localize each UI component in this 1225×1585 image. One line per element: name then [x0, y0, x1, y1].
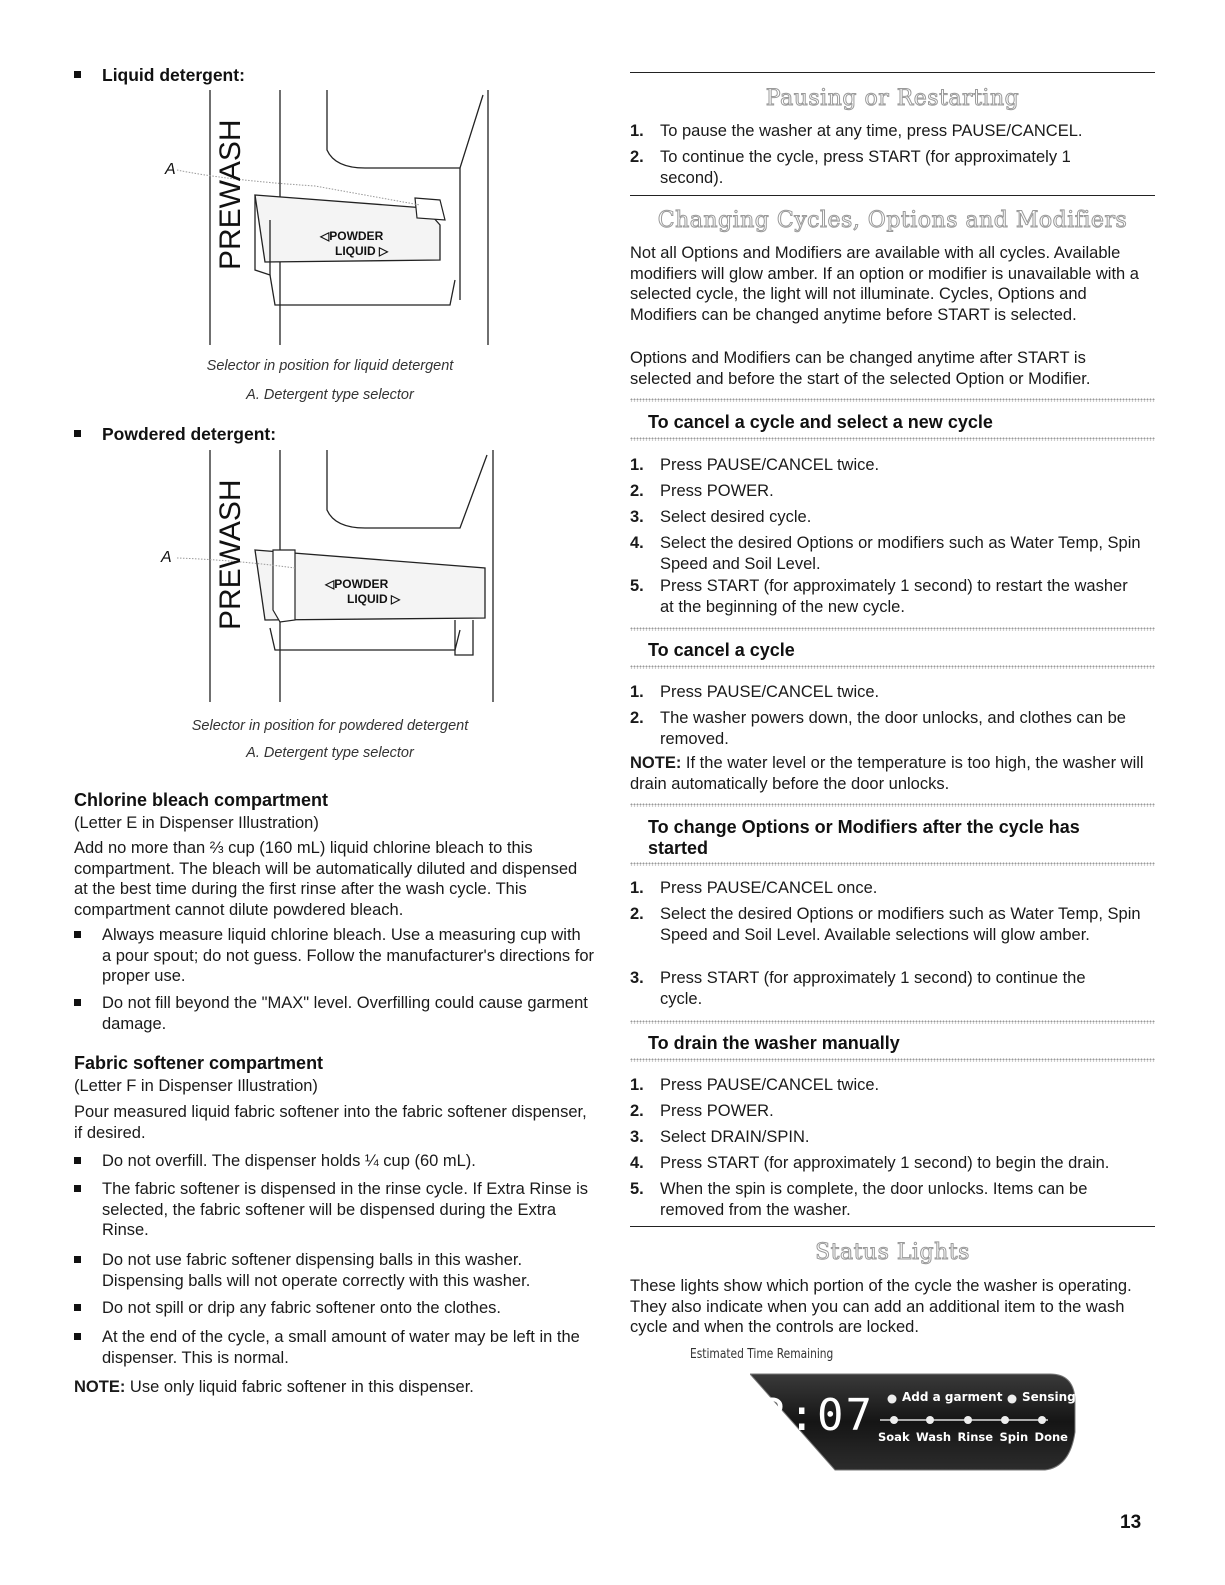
stage-done: Done — [1034, 1430, 1068, 1444]
softener-bullet: Do not spill or drip any fabric softener onto the clothes. — [74, 1298, 594, 1319]
stage-dot — [1038, 1416, 1046, 1424]
dotted-rule — [630, 1058, 1155, 1062]
note-text: If the water level or the temperature is too high, the washer will drain automatically before the door unlocks. — [630, 754, 1144, 793]
bullet-icon — [74, 71, 81, 78]
estimated-time-label: Estimated Time Remaining — [690, 1347, 834, 1362]
stage-labels — [878, 1430, 1068, 1444]
bullet-icon — [74, 1256, 81, 1263]
selector-liquid-label: LIQUID ▷ — [335, 244, 389, 258]
powdered-detergent-heading: Powdered detergent: — [74, 424, 594, 445]
figure-liquid-detergent — [155, 90, 495, 352]
time-readout: 2:07 — [760, 1390, 874, 1441]
change-options-title: To change Options or Modifiers after the cycle has started — [648, 817, 1080, 858]
status-display — [750, 1372, 1080, 1472]
dotted-rule — [630, 803, 1155, 807]
softener-bullet: The fabric softener is dispensed in the rinse cycle. If Extra Rinse is selected, the fabric softener will be dispensed during the Extra Rinse. — [74, 1179, 594, 1241]
bleach-title: Chlorine bleach compartment — [74, 790, 329, 810]
bullet-icon — [74, 931, 81, 938]
drain-title: To drain the washer manually — [648, 1033, 900, 1053]
dispenser-illustration-powdered — [155, 450, 500, 710]
prewash-label: PREWASH — [214, 119, 247, 270]
selector-liquid-label: LIQUID ▷ — [347, 592, 401, 606]
stage-rinse: Rinse — [957, 1430, 994, 1444]
note-label: NOTE: — [630, 754, 682, 772]
softener-bullet: Do not use fabric softener dispensing balls in this washer. Dispensing balls will not operate correctly with this washer. — [74, 1250, 594, 1291]
cancel-step: 1. Press PAUSE/CANCEL twice. — [630, 683, 880, 701]
cancel-new-step: 5. Press START (for approximately 1 second) to restart the washer at the beginning of the new cycle. — [630, 577, 1128, 616]
figure1-caption-a: A. Detergent type selector — [246, 387, 414, 403]
changing-para2: Options and Modifiers can be changed anytime after START is selected and before the start of the selected Option or Modifier. — [630, 349, 1091, 388]
figure-powdered-detergent — [155, 450, 500, 710]
bullet-icon — [74, 999, 81, 1006]
bleach-letter: (Letter E in Dispenser Illustration) — [74, 814, 319, 832]
selector-powder-label: ◁POWDER — [320, 229, 384, 243]
dotted-rule — [630, 627, 1155, 631]
bleach-bullet: Always measure liquid chlorine bleach. Use a measuring cup with a pour spout; do not guess. Follow the manufacturer's directions for proper use. — [74, 925, 594, 987]
stage-dot — [1001, 1416, 1009, 1424]
softener-bullet: Do not overfill. The dispenser holds ¼ cup (60 mL). — [74, 1151, 594, 1172]
stage-soak: Soak — [878, 1430, 910, 1444]
change-options-step: 1. Press PAUSE/CANCEL once. — [630, 879, 878, 897]
pausing-step: 2. To continue the cycle, press START (for approximately 1 second). — [630, 148, 1071, 187]
section-rule — [630, 1226, 1155, 1227]
dotted-rule — [630, 1020, 1155, 1024]
cancel-new-step: 3. Select desired cycle. — [630, 508, 812, 526]
figure1-caption: Selector in position for liquid detergent — [206, 358, 454, 374]
status-title: Status Lights — [815, 1240, 970, 1265]
dotted-rule — [630, 862, 1155, 866]
bullet-icon — [74, 1304, 81, 1311]
dispenser-illustration-liquid — [155, 90, 495, 352]
prewash-label: PREWASH — [214, 479, 247, 630]
softener-body: Pour measured liquid fabric softener into the fabric softener dispenser, if desired. — [74, 1103, 587, 1142]
sensing-label: Sensing — [1022, 1390, 1076, 1404]
bullet-icon — [74, 1157, 81, 1164]
changing-title: Changing Cycles, Options and Modifiers — [657, 208, 1128, 233]
status-para: These lights show which portion of the cycle the washer is operating. They also indicate when you can add an additional item to the wash cycle and when the controls are locked. — [630, 1277, 1132, 1336]
stage-dot — [890, 1416, 898, 1424]
section-rule — [630, 195, 1155, 196]
stage-dot — [964, 1416, 972, 1424]
cancel-step: 2. The washer powers down, the door unlocks, and clothes can be removed. — [630, 709, 1126, 748]
stage-dot — [926, 1416, 934, 1424]
cancel-new-title: To cancel a cycle and select a new cycle — [648, 412, 993, 432]
softener-title: Fabric softener compartment — [74, 1053, 324, 1073]
changing-para1: Not all Options and Modifiers are available with all cycles. Available modifiers will glow amber. If an option or modifier is unavailable with a selected cycle, the light will not illuminate. Cycles, Options and Modifiers can be changed anytime before START is selected. — [630, 244, 1139, 324]
callout-a: A — [161, 549, 172, 566]
change-options-step: 3. Press START (for approximately 1 second) to continue the cycle. — [630, 969, 1086, 1008]
pausing-step: 1. To pause the washer at any time, press PAUSE/CANCEL. — [630, 122, 1083, 140]
cancel-new-step: 4. Select the desired Options or modifiers such as Water Temp, Spin Speed and Soil Level. — [630, 534, 1141, 573]
page-number: 13 — [1120, 1512, 1142, 1533]
callout-a: A — [165, 161, 176, 178]
dotted-rule — [630, 437, 1155, 441]
sensing-light-icon — [1008, 1395, 1017, 1404]
bullet-icon — [74, 1333, 81, 1340]
bullet-icon — [74, 1185, 81, 1192]
dotted-rule — [630, 398, 1155, 402]
bleach-body: Add no more than ⅔ cup (160 mL) liquid chlorine bleach to this compartment. The bleach will be automatically diluted and dispensed at the best time during the first rinse after the wash cycle. This compartment cannot dilute powdered bleach. — [74, 839, 578, 919]
note-label: NOTE: — [74, 1378, 126, 1396]
drain-step: 2. Press POWER. — [630, 1102, 774, 1120]
change-options-step: 2. Select the desired Options or modifiers such as Water Temp, Spin Speed and Soil Level. Available selections will glow amber. — [630, 905, 1141, 944]
dotted-rule — [630, 665, 1155, 669]
add-garment-label: Add a garment — [902, 1390, 1003, 1404]
softener-letter: (Letter F in Dispenser Illustration) — [74, 1077, 318, 1095]
cancel-title: To cancel a cycle — [648, 640, 795, 660]
note-text: Use only liquid fabric softener in this dispenser. — [125, 1378, 474, 1396]
add-garment-light-icon — [888, 1395, 897, 1404]
liquid-detergent-heading: Liquid detergent: — [74, 65, 594, 86]
drain-step: 4. Press START (for approximately 1 second) to begin the drain. — [630, 1154, 1110, 1172]
drain-step: 5. When the spin is complete, the door unlocks. Items can be removed from the washer. — [630, 1180, 1088, 1219]
figure2-caption-a: A. Detergent type selector — [246, 745, 414, 761]
cancel-new-step: 1. Press PAUSE/CANCEL twice. — [630, 456, 880, 474]
stage-spin: Spin — [999, 1430, 1029, 1444]
drain-step: 1. Press PAUSE/CANCEL twice. — [630, 1076, 880, 1094]
softener-bullet: At the end of the cycle, a small amount of water may be left in the dispenser. This is normal. — [74, 1327, 594, 1368]
cancel-new-step: 2. Press POWER. — [630, 482, 774, 500]
figure2-caption: Selector in position for powdered detergent — [191, 718, 469, 734]
softener-note — [74, 1377, 594, 1398]
bleach-bullet: Do not fill beyond the "MAX" level. Overfilling could cause garment damage. — [74, 993, 594, 1034]
drain-step: 3. Select DRAIN/SPIN. — [630, 1128, 810, 1146]
bullet-icon — [74, 430, 81, 437]
section-rule — [630, 72, 1155, 73]
pausing-title: Pausing or Restarting — [765, 86, 1020, 111]
selector-powder-label: ◁POWDER — [325, 577, 389, 591]
cancel-note — [630, 753, 1150, 794]
stage-wash: Wash — [915, 1430, 952, 1444]
